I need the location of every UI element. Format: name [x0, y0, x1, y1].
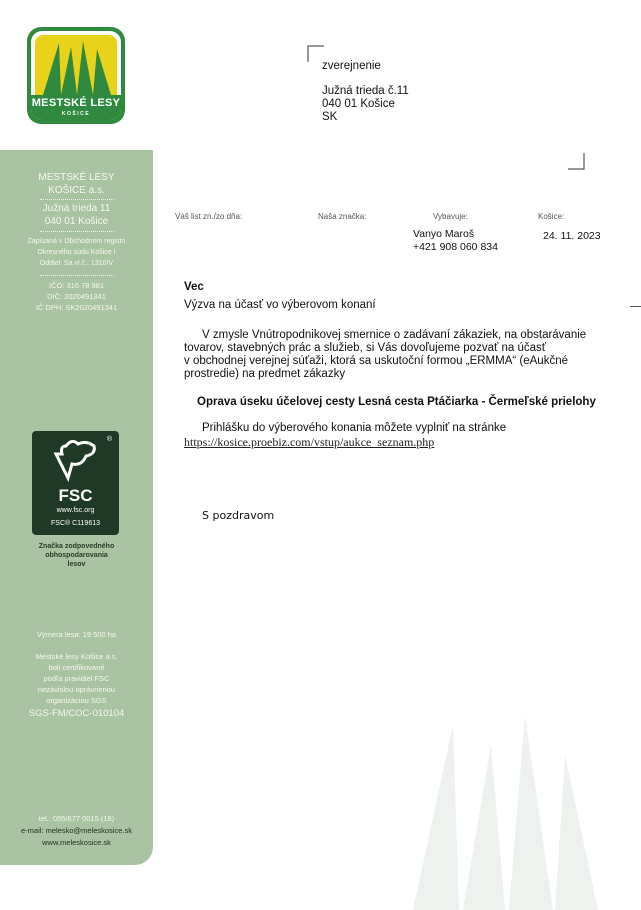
label-our-ref: Naša značka:: [318, 212, 367, 221]
label-city: Košice:: [538, 212, 565, 221]
registry-line-2: Okresného súdu Košice I: [37, 249, 116, 256]
fsc-caption-2: obhospodarovania: [45, 552, 108, 559]
recipient-city: 040 01 Košice: [322, 98, 395, 110]
subject-label: Vec: [184, 281, 204, 293]
apply-text: Prihlášku do výberového konania môžete vyplniť na stránke: [202, 422, 507, 434]
recipient-street: Južná trieda č.11: [322, 85, 409, 97]
fsc-brand: FSC: [58, 486, 93, 505]
handler-phone: +421 908 060 834: [413, 241, 498, 253]
subject: Výzva na účasť vo výberovom konaní: [184, 299, 376, 311]
ic-dph: IČ DPH: SK2020491341: [35, 303, 118, 312]
watermark-trees-icon: [393, 705, 603, 910]
label-handled-by: Vybavuje:: [433, 212, 468, 221]
divider: [40, 231, 114, 232]
company-logo: [27, 27, 125, 124]
company-name-2: KOŠICE a.s.: [48, 185, 105, 196]
cert-line-3: podľa pravidiel FSC: [43, 674, 110, 683]
fold-mark: [630, 306, 641, 307]
contact-email: e-mail: melesko@meleskosice.sk: [21, 826, 132, 835]
letter-date: 24. 11. 2023: [543, 230, 601, 242]
project-title: Oprava úseku účelovej cesty Lesná cesta Ptáčiarka - Čermeľské prielohy: [197, 396, 596, 408]
closing: S pozdravom: [202, 509, 275, 522]
forest-area: Výmera lesa: 19 500 ha: [36, 630, 117, 639]
fsc-badge: [32, 431, 119, 535]
ico: IČO: 316 78 981: [48, 281, 105, 290]
company-name-1: MESTSKÉ LESY: [38, 172, 115, 183]
auction-link[interactable]: https://kosice.proebiz.com/vstup/aukce_seznam.php: [184, 435, 435, 449]
logo-name: MESTSKÉ LESY: [31, 97, 121, 109]
contact-web: www.meleskosice.sk: [42, 838, 111, 847]
fsc-url: www.fsc.org: [56, 507, 95, 514]
address-corner-bottom-right: [567, 152, 585, 170]
trees-logo-icon: [37, 37, 115, 95]
cert-line-4: nezávislou oprávnenou: [37, 685, 116, 694]
registry-line-3: Oddiel: Sa vl.č.: 1310/V: [39, 260, 114, 267]
recipient-country: SK: [322, 111, 338, 123]
fsc-code: FSC® C119613: [51, 520, 100, 527]
fsc-registered-mark: ®: [106, 436, 112, 443]
paragraph-line-4: prostredie) na predmet zákazky: [184, 368, 346, 380]
company-city: 040 01 Košice: [44, 216, 109, 227]
dic: DIČ: 2020491341: [47, 292, 106, 301]
letterhead-sidebar: [0, 0, 153, 865]
cert-line-5: organizáciou SGS: [46, 696, 107, 705]
paragraph-line-3: v obchodnej verejnej súťaži, ktorá sa uskutoční formou „ERMMA“ (eAukčné: [184, 355, 568, 367]
divider: [40, 199, 114, 200]
cert-code: SGS-FM/COC-010104: [28, 708, 125, 719]
fsc-caption-3: lesov: [67, 561, 86, 568]
registry-line-1: Zapísaná v Obchodnom registri: [27, 238, 126, 245]
cert-line-1: Mestské lesy Košice a.s.: [35, 652, 118, 661]
paragraph-line-1: V zmysle Vnútropodnikovej smernice o zadávaní zákaziek, na obstarávanie: [202, 329, 587, 341]
divider: [40, 275, 114, 276]
recipient-name: zverejnenie: [322, 60, 381, 72]
paragraph-line-2: tovarov, stavebných prác a služieb, si Vás dovoľujeme pozvať na účasť: [184, 342, 547, 354]
logo-city: KOŠICE: [61, 111, 91, 117]
cert-line-2: boli certifikované: [48, 663, 105, 672]
handler-name: Vanyo Maroš: [413, 228, 475, 240]
fsc-tree-icon: [52, 440, 100, 482]
fsc-caption-1: Značka zodpovedného: [38, 543, 115, 550]
label-your-letter: Váš list zn./zo dňa:: [175, 212, 243, 221]
company-street: Južná trieda 11: [42, 203, 111, 214]
contact-phone: tel.: 055/677 0015 (16): [38, 814, 115, 823]
